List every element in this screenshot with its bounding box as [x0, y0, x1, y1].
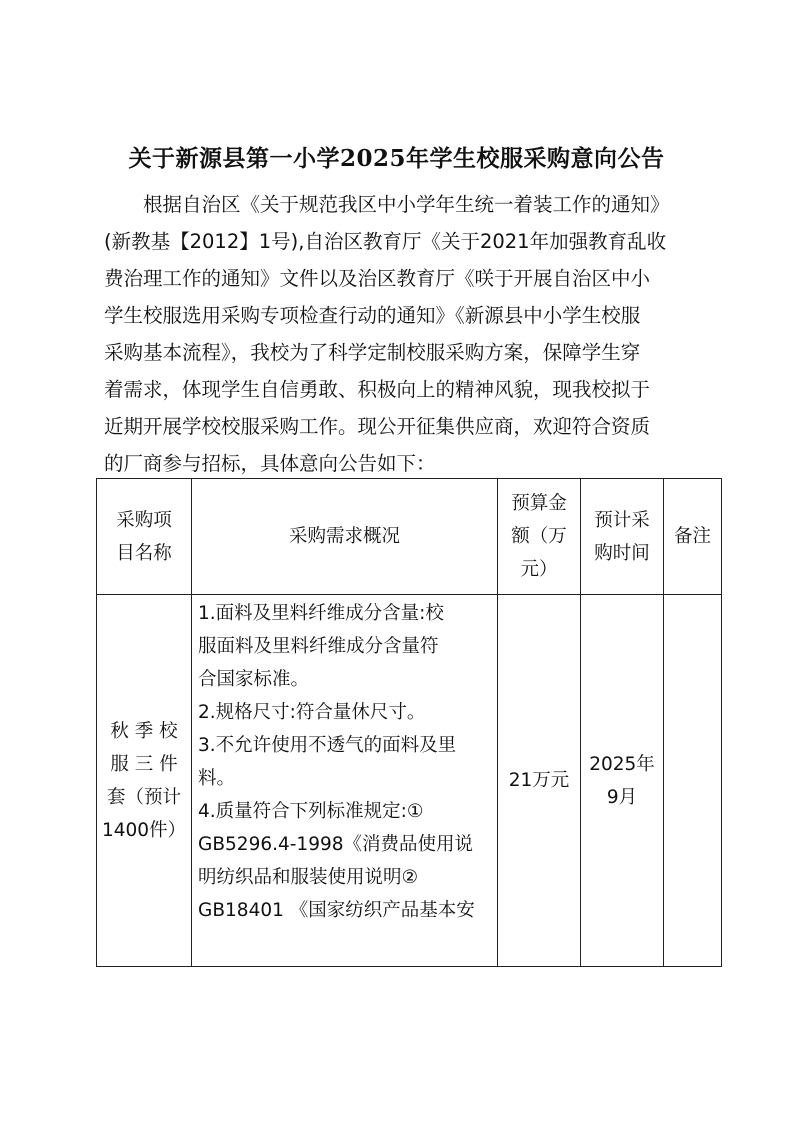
intro-line: (新教基【2012】1号),自治区教育厅《关于2021年加强教育乱收: [104, 230, 667, 253]
header-item-name: 采购项 目名称: [97, 479, 192, 595]
intro-paragraph: [104, 186, 716, 482]
cell-requirements: 1.面料及里料纤维成分含量:校 服面料及里料纤维成分含量符 合国家标准。 2.规格尺寸:符合量休尺寸。 3.不允许使用不透气的面料及里 料。 4.质量符合下列标准规定:① GB5296.4-1998《消费品使用说 明纺织品和服装使用说明② GB18401 《国家纺织产品基本安: [192, 595, 498, 967]
document-title: 关于新源县第一小学2025年学生校服采购意向公告: [128, 145, 665, 172]
intro-line: 的厂商参与招标，具体意向公告如下：: [104, 452, 436, 475]
cell-time: 2025年 9月: [581, 595, 664, 967]
intro-line: 采购基本流程》，我校为了科学定制校服采购方案，保障学生穿: [104, 341, 641, 364]
intro-line: 根据自治区《关于规范我区中小学年生统一着装工作的通知》: [143, 193, 670, 216]
header-remark: 备注: [664, 479, 722, 595]
cell-budget: 21万元: [498, 595, 581, 967]
header-budget: 预算金 额（万 元）: [498, 479, 581, 595]
procurement-table: [96, 478, 722, 967]
table-row: [97, 595, 722, 967]
cell-item-name: 秋 季 校 服 三 件 套（预计 1400件）: [97, 595, 192, 967]
table-header-row: [97, 479, 722, 595]
intro-line: 近期开展学校校服采购工作。现公开征集供应商，欢迎符合资质: [104, 415, 651, 438]
header-time: 预计采 购时间: [581, 479, 664, 595]
intro-line: 着需求，体现学生自信勇敢、积极向上的精神风貌，现我校拟于: [104, 378, 651, 401]
intro-line: 学生校服选用采购专项检查行动的通知》《新源县中小学生校服: [104, 304, 641, 327]
cell-remark: [664, 595, 722, 967]
intro-line: 费治理工作的通知》文件以及治区教育厅《咲于开展自治区中小: [104, 267, 651, 290]
header-requirements: 采购需求概况: [192, 479, 498, 595]
